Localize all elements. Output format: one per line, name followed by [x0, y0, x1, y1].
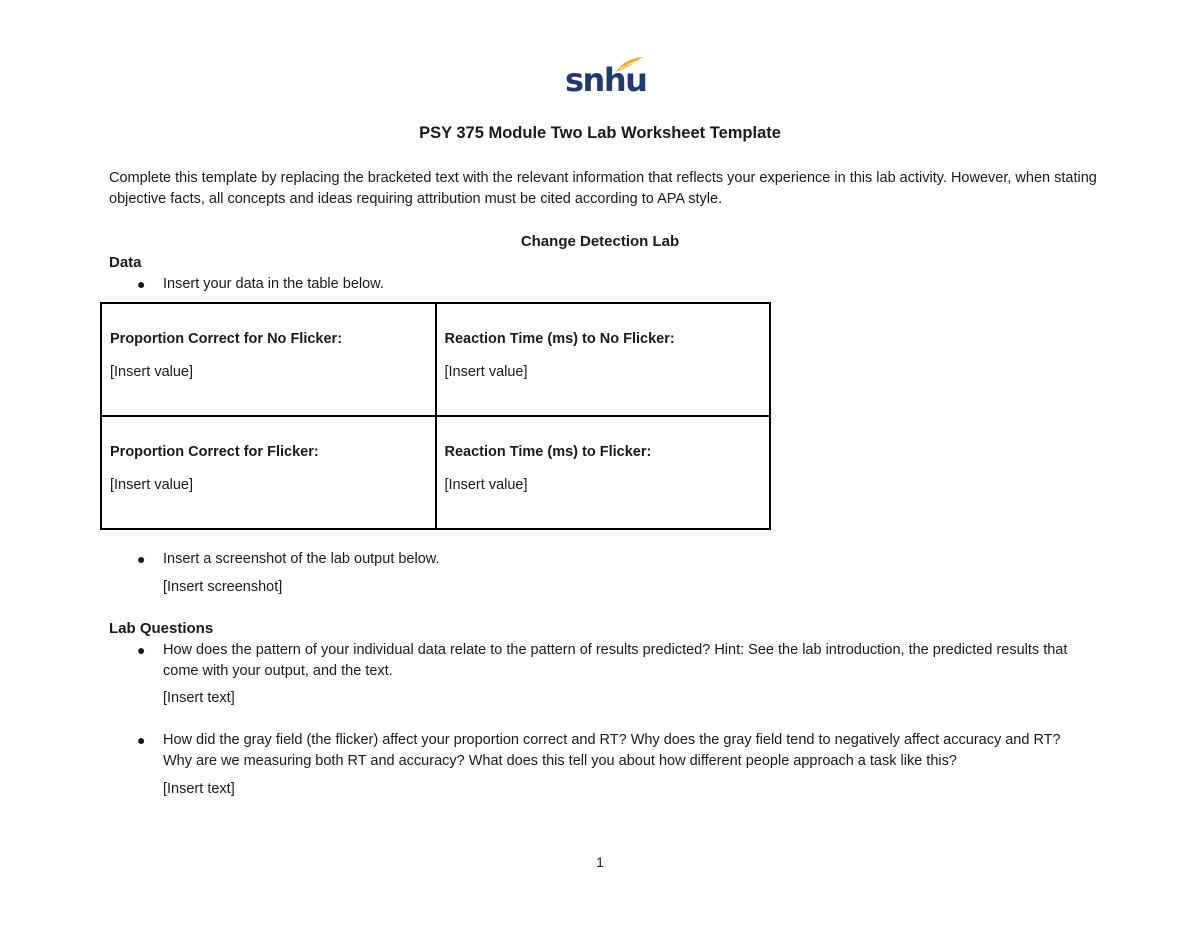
bullet-icon: ● [137, 551, 146, 567]
bullet-icon: ● [137, 642, 146, 658]
table-cell[interactable] [436, 416, 771, 529]
lab-questions-heading: Lab Questions [109, 620, 214, 637]
cell-label: Reaction Time (ms) to Flicker: [444, 444, 652, 460]
snhu-logo [560, 56, 647, 104]
screenshot-bullet-text: Insert a screenshot of the lab output below. [163, 551, 440, 567]
table-row [101, 303, 770, 416]
cell-value[interactable]: [Insert value] [444, 477, 528, 493]
page-number: 1 [596, 854, 604, 870]
bullet-icon: ● [137, 276, 146, 292]
question-1-text: How does the pattern of your individual data relate to the pattern of results predicted? Hint: See the lab introduction, the predicted results that come with your output, and the text. [163, 642, 1068, 679]
screenshot-placeholder[interactable]: [Insert screenshot] [163, 579, 283, 595]
cell-label: Reaction Time (ms) to No Flicker: [444, 331, 675, 347]
logo-text: snhu [565, 61, 647, 99]
page-title: PSY 375 Module Two Lab Worksheet Template [419, 124, 781, 142]
intro-paragraph: Complete this template by replacing the bracketed text with the relevant information that reflects your experience in this lab activity. However, when stating objective facts, all concepts and ideas requiring attribution must be cited according to APA style. [109, 170, 1097, 207]
cell-value[interactable]: [Insert value] [110, 364, 194, 380]
question-1-placeholder[interactable]: [Insert text] [163, 690, 235, 706]
data-table [100, 302, 771, 530]
lab-title: Change Detection Lab [520, 233, 680, 250]
question-2-text: How did the gray field (the flicker) affect your proportion correct and RT? Why does the gray field tend to negatively affect accuracy and RT? Why are we measuring both RT and accuracy? What does this tell you about how different people approach a task like this? [163, 732, 1061, 769]
table-row [101, 416, 770, 529]
bullet-icon: ● [137, 732, 146, 748]
table-cell[interactable] [101, 416, 436, 529]
cell-label: Proportion Correct for Flicker: [110, 444, 319, 460]
cell-value[interactable]: [Insert value] [110, 477, 194, 493]
data-bullet-text: Insert your data in the table below. [163, 276, 384, 292]
table-cell[interactable] [101, 303, 436, 416]
cell-label: Proportion Correct for No Flicker: [110, 331, 343, 347]
data-heading: Data [109, 254, 142, 271]
table-cell[interactable] [436, 303, 771, 416]
question-2-placeholder[interactable]: [Insert text] [163, 781, 235, 797]
cell-value[interactable]: [Insert value] [444, 364, 528, 380]
